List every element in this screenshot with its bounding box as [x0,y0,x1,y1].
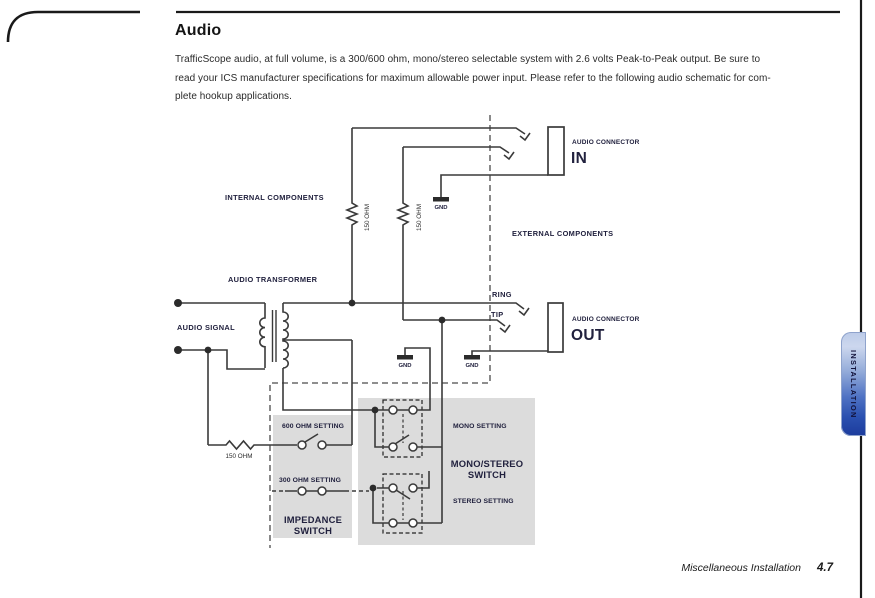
wire-in-sleeve-to-gnd [441,175,548,197]
wire-in-ring [403,147,514,159]
internal-components-label: INTERNAL COMPONENTS [225,193,324,202]
mono-setting-label: MONO SETTING [453,423,507,430]
paragraph-line-1: TrafficScope audio, at full volume, is a 300/600 ohm, mono/stereo selectable system with 2.6 volts Peak-to-Peak output. Be sure to [175,54,761,65]
installation-side-tab-label: INSTALLATION [849,349,858,419]
mono-stereo-label-line1: MONO/STEREO [450,458,524,469]
transformer-core [273,310,277,362]
contact-stereo-top-right [409,484,417,492]
audio-signal-label: AUDIO SIGNAL [177,323,235,332]
resistor-label-impedance: 150 OHM [225,453,253,460]
paragraph-line-2: read your ICS manufacturer specifications for maximum allowable power input. Please refer to the following audio schematic for com- [175,72,771,84]
resistor-150ohm-right [398,147,408,320]
junction-dot-mono [372,407,379,414]
stereo-setting-label: STEREO SETTING [453,498,514,505]
junction-dot-ring [349,300,356,307]
wire-in-tip [352,128,530,140]
gnd-bar-out [464,355,480,360]
audio-connector-out-caption: AUDIO CONNECTOR [572,316,640,323]
transformer-primary-winding [260,303,265,368]
impedance-switch-label-line1: IMPEDANCE [283,514,343,525]
contact-300-left [298,487,306,495]
ground-symbols [397,197,480,360]
contact-stereo-top-left [389,484,397,492]
audio-connector-in-body [548,127,564,175]
contact-mono-bottom-right [409,443,417,451]
setting-300-label: 300 OHM SETTING [279,477,341,484]
gnd-label-in: GND [434,205,448,211]
audio-connector-in-caption: AUDIO CONNECTOR [572,139,640,146]
tip-label: TIP [491,310,504,319]
audio-connector-out-body [548,303,563,352]
contact-300-right [318,487,326,495]
audio-connector-out-label: OUT [571,327,605,344]
junction-dot-signal [205,347,212,354]
contact-mono-bottom-left [389,443,397,451]
contact-mono-top-right [409,406,417,414]
paragraph-line-3: plete hookup applications. [175,91,292,103]
gnd-bar-internal [397,355,413,360]
resistor-label-right: 150 OHM [416,204,423,231]
audio-connector-in-label: IN [571,150,588,167]
footer-section-title: Miscellaneous Installation [681,562,801,574]
setting-600-label: 600 OHM SETTING [282,423,344,430]
contact-600-right [318,441,326,449]
page-title: Audio [175,22,222,39]
junction-dot-stereo [370,485,377,492]
junction-dot-tip [439,317,446,324]
wire-signal-bottom [178,350,265,445]
mono-stereo-label-line2: SWITCH [467,469,507,480]
ring-label: RING [492,290,512,299]
resistor-150ohm-left [347,128,357,303]
page-footer [0,562,833,574]
gnd-label-internal: GND [398,363,412,369]
external-components-label: EXTERNAL COMPONENTS [512,229,614,238]
impedance-switch-label-line2: SWITCH [293,525,333,536]
contact-stereo-bottom-left [389,519,397,527]
gnd-label-out: GND [465,363,479,369]
top-border-left-curve [8,12,140,42]
terminal-dot-signal-bottom [174,346,182,354]
audio-transformer-label: AUDIO TRANSFORMER [228,275,318,284]
installation-side-tab[interactable] [841,332,866,436]
gnd-bar-in [433,197,449,202]
terminal-dot-signal-top [174,299,182,307]
transformer-secondary-winding [283,303,288,368]
wire-tip-line [403,320,510,332]
contact-600-left [298,441,306,449]
contact-stereo-bottom-right [409,519,417,527]
contact-mono-top-left [389,406,397,414]
resistor-label-left: 150 OHM [364,204,371,231]
footer-page-number: 4.7 [817,562,833,574]
wire-out-sleeve-to-gnd [472,351,548,355]
